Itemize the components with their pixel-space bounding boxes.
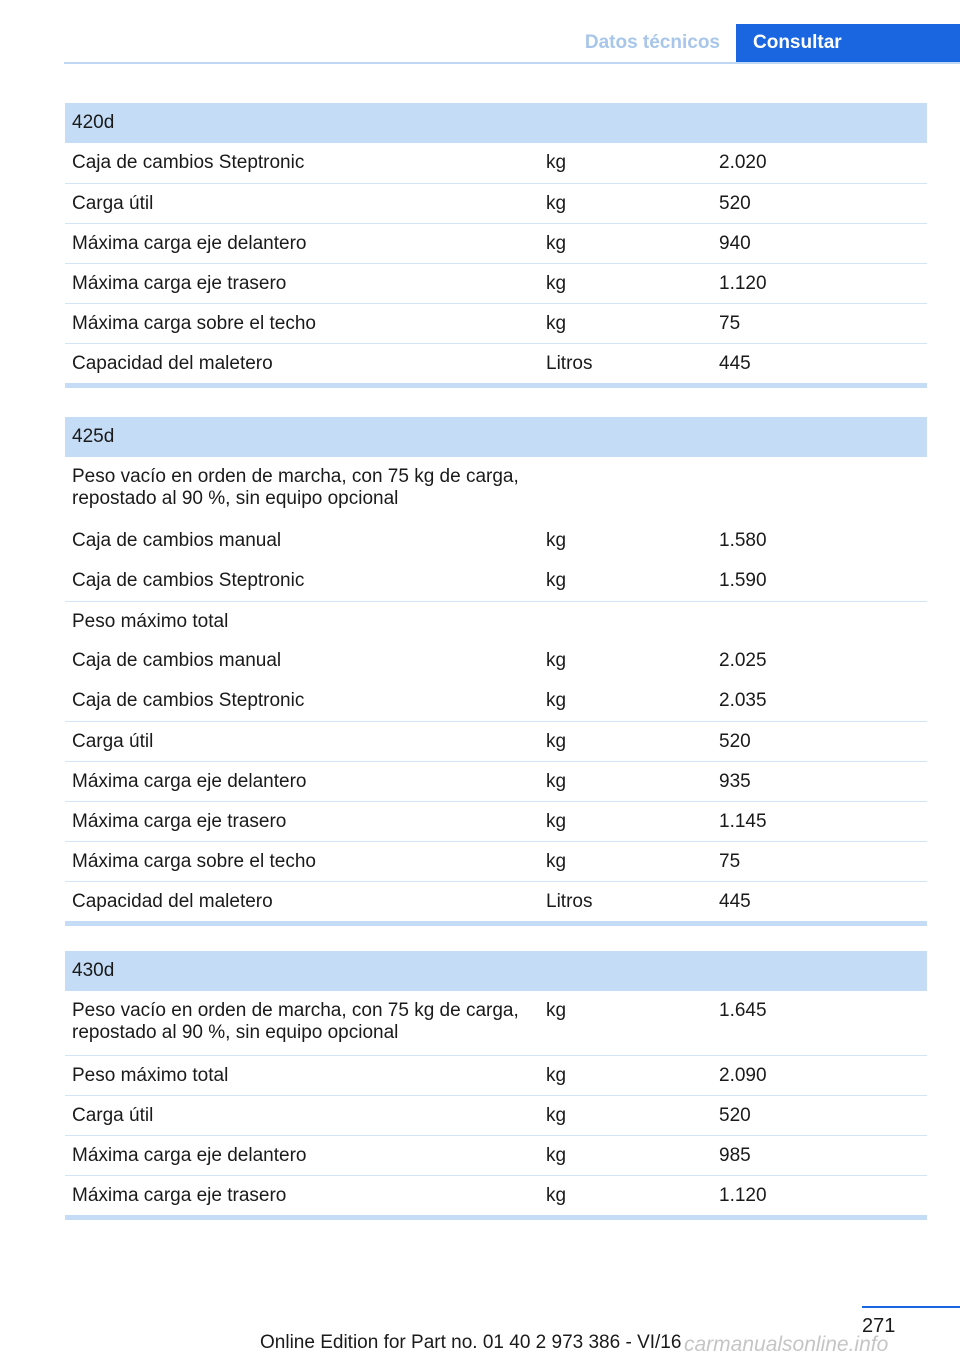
row-value: 2.020 [712,143,927,183]
row-value: 445 [712,343,927,385]
row-label: Capacidad del maletero [65,343,539,385]
table-row [65,183,927,223]
table-row [65,561,927,601]
spec-table-430d [65,951,927,1220]
table-row [65,881,927,923]
row-label: Máxima carga sobre el techo [65,841,539,881]
row-value [712,601,927,641]
table-row [65,641,927,681]
row-unit: kg [539,183,712,223]
page-number: 271 [862,1315,896,1337]
row-value: 1.120 [712,263,927,303]
row-unit: kg [539,143,712,183]
row-label: Máxima carga eje trasero [65,801,539,841]
row-unit: kg [539,991,712,1055]
table-row [65,521,927,561]
row-label: Peso vacío en orden de marcha, con 75 kg de carga, repostado al 90 %, sin equipo opcional [72,466,519,509]
row-unit: kg [539,1175,712,1217]
row-label: Máxima carga eje trasero [65,1175,539,1217]
spec-table-425d [65,417,927,926]
table-row [65,991,927,1055]
row-label: Caja de cambios Steptronic [65,143,539,183]
table-header [65,951,927,991]
row-unit: kg [539,561,712,601]
row-unit: kg [539,223,712,263]
row-value: 520 [712,721,927,761]
table-header [65,417,927,457]
row-value: 1.645 [712,991,927,1055]
row-unit: kg [546,530,567,551]
row-value: 935 [712,761,927,801]
row-value: 2.090 [712,1055,927,1095]
table-row [65,721,927,761]
tab-consultar[interactable]: Consultar [736,24,960,62]
row-value: 1.120 [712,1175,927,1217]
row-label: Carga útil [65,1095,539,1135]
row-unit: kg [539,303,712,343]
row-value: 2.035 [712,681,927,721]
row-unit: kg [539,801,712,841]
row-unit: Litros [539,881,712,923]
row-unit: kg [539,1135,712,1175]
row-label: Caja de cambios Steptronic [65,561,539,601]
row-value: 2.025 [719,650,767,671]
row-value: 985 [712,1135,927,1175]
row-value: 520 [712,183,927,223]
table-row [65,263,927,303]
model-title: 430d [65,951,927,991]
table-row [65,343,927,385]
table-row [65,1055,927,1095]
row-label: Máxima carga eje delantero [65,1135,539,1175]
row-unit: kg [539,761,712,801]
spec-table-420d [65,103,927,388]
row-value: 1.145 [712,801,927,841]
row-label: Caja de cambios manual [72,650,282,671]
watermark: carmanualsonline.info [684,1333,889,1356]
row-value: 940 [712,223,927,263]
row-label: Máxima carga eje delantero [65,761,539,801]
table-row [65,457,927,521]
row-label: Máxima carga eje trasero [65,263,539,303]
row-value: 1.580 [719,530,767,551]
table-row [65,223,927,263]
row-value: 75 [712,841,927,881]
table-row [65,761,927,801]
table-row [65,801,927,841]
row-label: Peso máximo total [72,610,229,632]
page-header [64,24,960,64]
row-label: Carga útil [65,183,539,223]
row-unit: kg [539,1095,712,1135]
row-value: 1.590 [712,561,927,601]
row-label: Peso máximo total [65,1055,539,1095]
row-unit: kg [539,841,712,881]
model-title: 420d [65,103,927,143]
row-unit: kg [539,263,712,303]
row-unit: kg [546,650,567,671]
row-unit: kg [539,681,712,721]
row-value [712,457,927,521]
row-label: Capacidad del maletero [65,881,539,923]
row-label: Caja de cambios manual [72,530,282,551]
row-value: 445 [712,881,927,923]
row-label: Caja de cambios Steptronic [65,681,539,721]
row-unit: Litros [539,343,712,385]
row-unit [539,457,712,521]
table-row [65,601,927,641]
row-label: Máxima carga sobre el techo [65,303,539,343]
row-label: Máxima carga eje delantero [65,223,539,263]
table-row [65,143,927,183]
breadcrumb[interactable]: Datos técnicos [584,32,720,53]
row-unit [539,601,712,641]
row-value: 75 [712,303,927,343]
row-unit: kg [539,721,712,761]
row-unit: kg [539,1055,712,1095]
table-row [65,303,927,343]
row-value: 520 [712,1095,927,1135]
table-row [65,1095,927,1135]
model-title: 425d [65,417,927,457]
edition-note: Online Edition for Part no. 01 40 2 973 386 - VI/16 [260,1332,682,1353]
footer-rule [862,1306,960,1308]
table-row [65,1175,927,1217]
table-row [65,1135,927,1175]
table-row [65,841,927,881]
row-label: Peso vacío en orden de marcha, con 75 kg de carga, repostado al 90 %, sin equipo opcional [65,991,539,1055]
table-row [65,681,927,721]
row-label: Carga útil [65,721,539,761]
table-header [65,103,927,143]
